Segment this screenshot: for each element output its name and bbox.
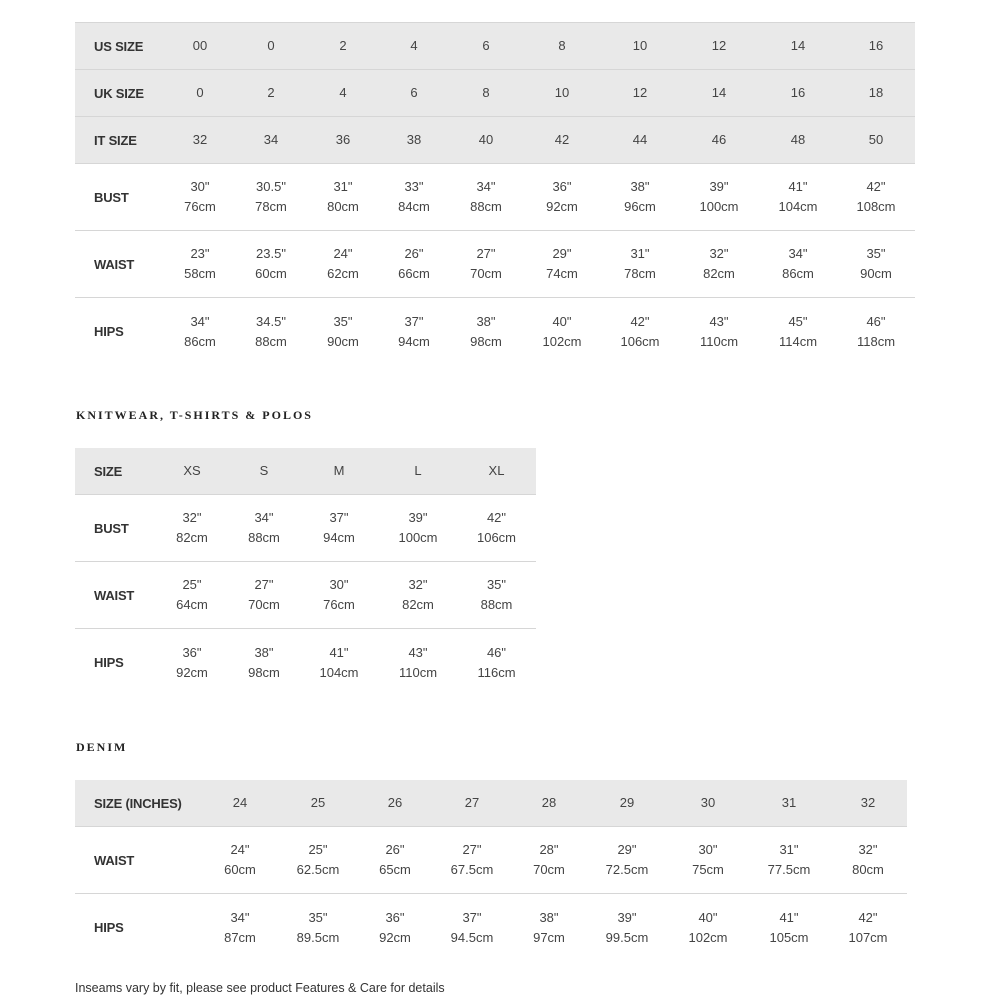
row-label: BUST (94, 189, 129, 205)
table-cell: 28" 70cm (533, 842, 565, 877)
table-cell: 43" 110cm (398, 644, 438, 680)
denim-size-table (75, 780, 907, 961)
table-cell: 45" 114cm (778, 313, 818, 349)
table-cell: 42" 108cm (856, 179, 896, 214)
table-cell: 27" 67.5cm (450, 842, 494, 877)
table-cell: 27" 70cm (470, 246, 502, 281)
table-cell: 41" 104cm (778, 179, 818, 214)
table-row (75, 23, 915, 70)
table-cell: 46" 118cm (856, 313, 896, 349)
table-cell: 6 (410, 85, 418, 100)
table-cell: 40" 102cm (542, 313, 582, 349)
table-cell: 39" 100cm (699, 179, 739, 214)
table-cell: 24 (232, 795, 248, 810)
table-cell: 12 (632, 85, 648, 100)
table-cell: 42" 107cm (848, 909, 888, 945)
table-cell: 27" 70cm (248, 577, 280, 612)
table-cell: M (333, 463, 345, 478)
table-cell: 35" 90cm (327, 313, 359, 349)
table-row (75, 495, 536, 562)
table-cell: 10 (554, 85, 570, 100)
table-cell: 14 (711, 85, 727, 100)
table-cell: 31 (781, 795, 797, 810)
table-cell: 35" 88cm (480, 577, 513, 612)
table-cell: 34" 88cm (248, 510, 280, 545)
table-cell: 32 (860, 795, 876, 810)
table-row (75, 231, 915, 298)
table-cell: 32" 82cm (402, 577, 434, 612)
table-cell: 32" 82cm (176, 510, 208, 545)
row-label: WAIST (94, 256, 135, 272)
table-cell: 31" 77.5cm (767, 842, 811, 877)
table-cell: 27 (464, 795, 480, 810)
table-cell: 30" 76cm (184, 179, 216, 214)
table-cell: 29" 74cm (546, 246, 578, 281)
table-cell: 26" 66cm (398, 246, 430, 281)
table-cell: 41" 104cm (319, 644, 359, 680)
womens-size-table (75, 22, 915, 365)
table-cell: 36" 92cm (546, 179, 578, 214)
row-label: IT SIZE (94, 132, 137, 148)
table-row (75, 827, 907, 894)
table-cell: 48 (790, 132, 806, 147)
table-cell: 32" 80cm (852, 842, 884, 877)
table-cell: 39" 100cm (398, 510, 438, 545)
footnote: Inseams vary by fit, please see product Features & Care for details (75, 981, 445, 995)
table-cell: XS (183, 463, 201, 478)
table-cell: 30.5" 78cm (255, 179, 287, 214)
table-cell: 34" 88cm (470, 179, 502, 214)
table-cell: 25 (310, 795, 326, 810)
table-cell: 25" 62.5cm (296, 842, 340, 877)
table-cell: 29 (619, 795, 635, 810)
table-cell: 2 (267, 85, 275, 100)
table-cell: 34" 86cm (782, 246, 814, 281)
row-label: UK SIZE (94, 85, 144, 101)
table-cell: 44 (632, 132, 648, 147)
row-label: HIPS (94, 920, 124, 935)
table-cell: 28 (541, 795, 557, 810)
table-cell: 8 (482, 85, 490, 100)
table-cell: 6 (482, 38, 490, 53)
table-cell: 38" 96cm (624, 179, 656, 214)
table-cell: 30 (700, 795, 716, 810)
row-label: US SIZE (94, 38, 144, 54)
table-cell: 18 (868, 85, 884, 100)
table-cell: 37" 94cm (323, 510, 355, 545)
table-row (75, 448, 536, 495)
table-cell: 10 (632, 38, 648, 53)
table-cell: 50 (868, 132, 884, 147)
table-cell: 2 (339, 38, 347, 53)
table-cell: 00 (192, 38, 208, 53)
table-cell: 0 (267, 38, 275, 53)
table-cell: 16 (790, 85, 806, 100)
table-cell: 34" 86cm (184, 313, 216, 349)
row-label: SIZE (INCHES) (94, 795, 182, 811)
table-cell: 23" 58cm (184, 246, 216, 281)
knitwear-size-table (75, 448, 536, 696)
table-cell: S (259, 463, 269, 478)
table-cell: XL (488, 463, 505, 478)
table-cell: 34" 87cm (224, 909, 256, 945)
table-row (75, 70, 915, 117)
table-cell: 14 (790, 38, 806, 53)
table-row (75, 298, 915, 365)
table-cell: 16 (868, 38, 884, 53)
table-cell: 36 (335, 132, 351, 147)
section-title-knitwear: KNITWEAR, T-SHIRTS & POLOS (76, 408, 313, 422)
table-cell: 36" 92cm (176, 644, 208, 680)
table-cell: 46 (711, 132, 727, 147)
table-cell: 35" 89.5cm (296, 909, 340, 945)
table-cell: 24" 62cm (327, 246, 359, 281)
table-cell: 38" 97cm (533, 909, 565, 945)
row-label: WAIST (94, 587, 135, 603)
table-cell: 42" 106cm (620, 313, 660, 349)
table-cell: 26 (387, 795, 403, 810)
table-cell: 39" 99.5cm (605, 909, 649, 945)
row-label: HIPS (94, 655, 124, 670)
table-cell: 41" 105cm (769, 909, 809, 945)
table-cell: 42 (554, 132, 570, 147)
table-cell: L (414, 463, 422, 478)
row-label: WAIST (94, 852, 135, 868)
table-cell: 40 (478, 132, 494, 147)
table-cell: 35" 90cm (860, 246, 892, 281)
table-cell: 31" 78cm (624, 246, 656, 281)
table-cell: 34 (263, 132, 279, 147)
table-row (75, 780, 907, 827)
table-row (75, 562, 536, 629)
table-row (75, 164, 915, 231)
section-title-denim: DENIM (76, 740, 128, 754)
table-cell: 34.5" 88cm (255, 313, 287, 349)
table-cell: 31" 80cm (327, 179, 359, 214)
row-label: SIZE (94, 463, 123, 479)
table-cell: 29" 72.5cm (605, 842, 649, 877)
table-cell: 43" 110cm (699, 313, 739, 349)
table-cell: 36" 92cm (379, 909, 411, 945)
table-row (75, 629, 536, 696)
table-cell: 25" 64cm (176, 577, 208, 612)
table-cell: 32" 82cm (703, 246, 735, 281)
table-cell: 32 (192, 132, 208, 147)
table-cell: 8 (558, 38, 566, 53)
table-cell: 33" 84cm (398, 179, 430, 214)
table-row (75, 117, 915, 164)
table-cell: 30" 75cm (692, 842, 724, 877)
table-cell: 38" 98cm (248, 644, 280, 680)
table-cell: 42" 106cm (476, 510, 517, 545)
row-label: HIPS (94, 324, 124, 339)
table-cell: 37" 94cm (398, 313, 430, 349)
table-cell: 23.5" 60cm (255, 246, 287, 281)
row-label: BUST (94, 520, 129, 536)
table-cell: 24" 60cm (224, 842, 256, 877)
table-cell: 12 (711, 38, 727, 53)
table-cell: 26" 65cm (379, 842, 411, 877)
table-cell: 46" 116cm (477, 644, 516, 680)
table-cell: 4 (339, 85, 347, 100)
table-cell: 30" 76cm (323, 577, 355, 612)
table-cell: 37" 94.5cm (450, 909, 494, 945)
table-cell: 4 (410, 38, 418, 53)
table-cell: 38" 98cm (470, 313, 502, 349)
table-cell: 0 (196, 85, 204, 100)
table-row (75, 894, 907, 961)
table-cell: 38 (406, 132, 422, 147)
table-cell: 40" 102cm (688, 909, 728, 945)
